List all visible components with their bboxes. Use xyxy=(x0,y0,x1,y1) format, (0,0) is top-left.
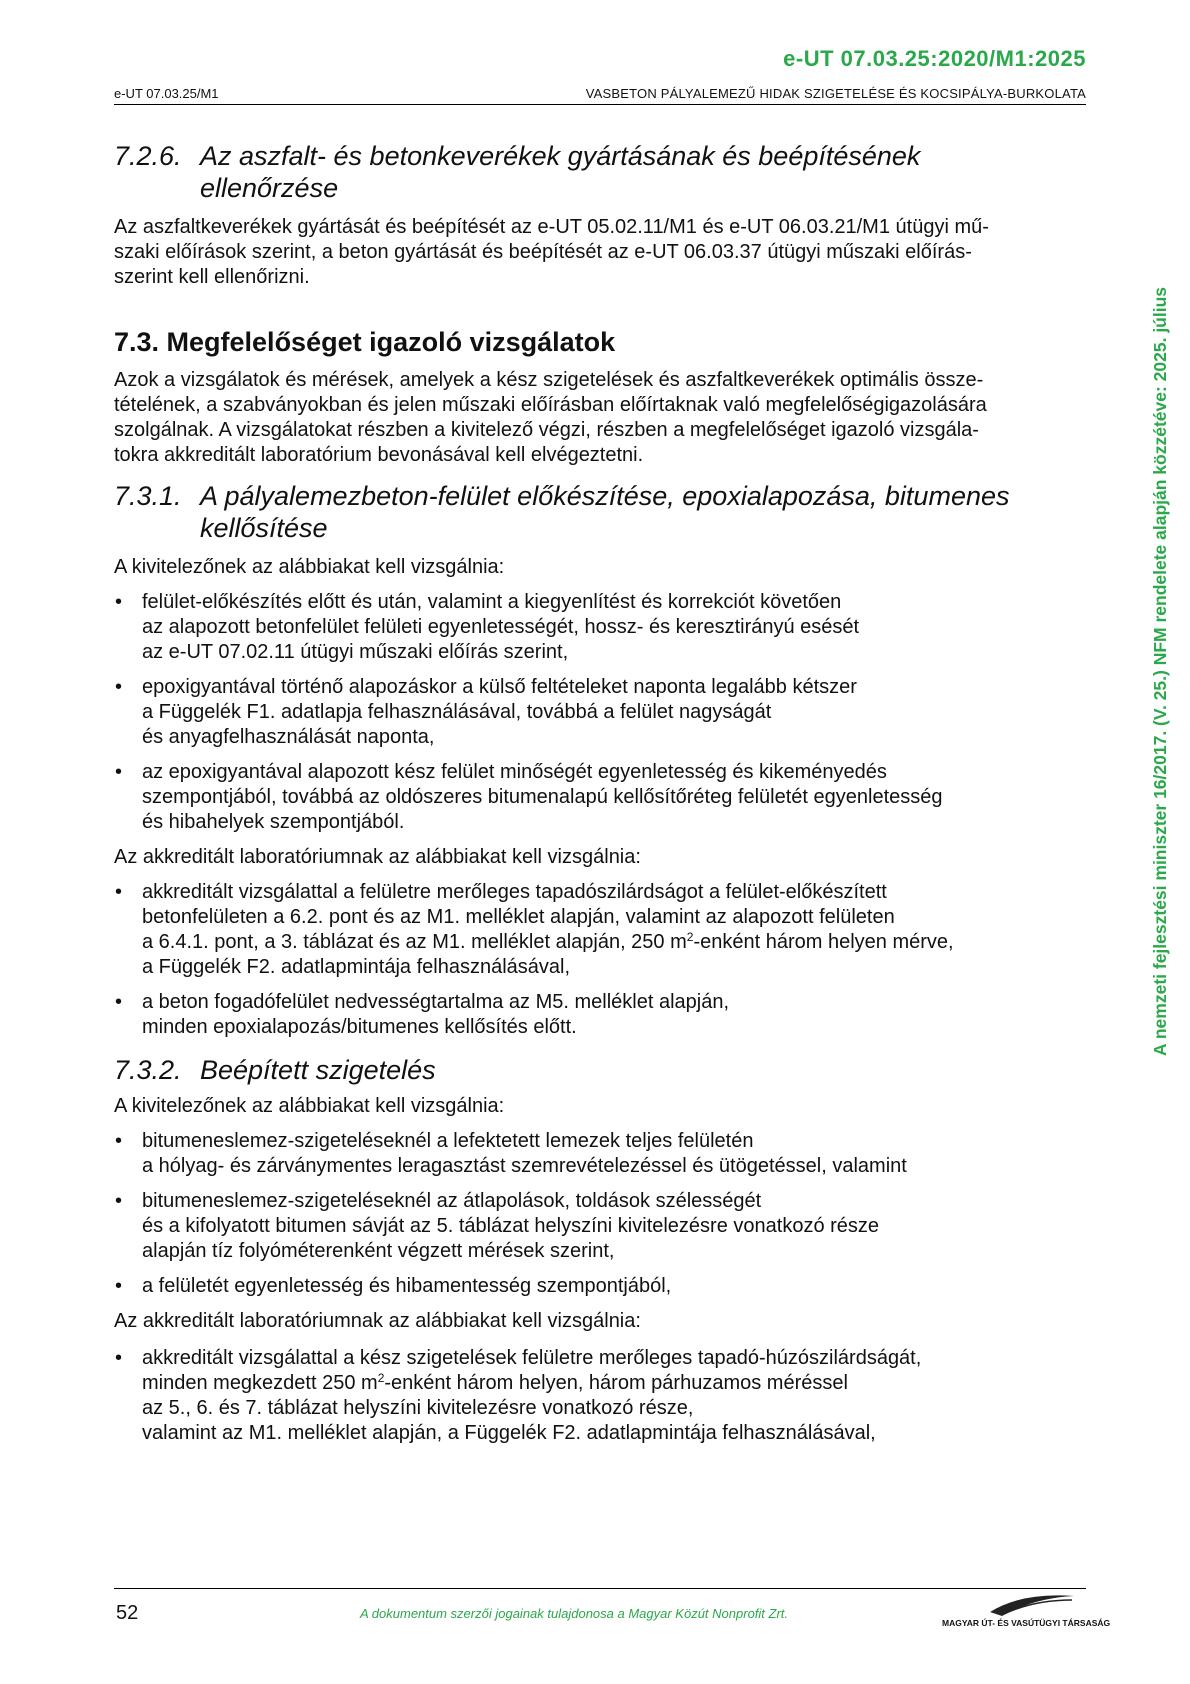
text-line: a Függelék F2. adatlapmintája felhasználásával, xyxy=(142,956,571,978)
text-line: és a kifolyatott bitumen sávját az 5. táblázat helyszíni kivitelezésre vonatkozó része xyxy=(142,1215,880,1237)
list-item xyxy=(114,1189,1086,1264)
section-title xyxy=(200,480,1086,544)
text-fragment: minden megkezdett 250 m xyxy=(142,1372,378,1394)
superscript: 2 xyxy=(686,930,694,944)
intro-contractor: A kivitelezőnek az alábbiakat kell vizsgálnia: xyxy=(114,556,505,578)
title-line: Az aszfalt- és betonkeverékek gyártásának és beépítésének xyxy=(200,141,921,171)
header-rule xyxy=(114,104,1086,105)
heading-7-3-2 xyxy=(114,1054,1086,1086)
text-fragment: a 6.4.1. pont, a 3. táblázat és az M1. melléklet alapján, 250 m xyxy=(142,931,687,953)
contractor-checks-list xyxy=(114,1129,1086,1299)
heading-7-2-6 xyxy=(114,140,1086,204)
text-line: • bitumeneslemez-szigeteléseknél a lefektetett lemezek teljes felületén xyxy=(142,1130,754,1152)
page-content xyxy=(114,140,1086,1446)
contractor-checks-list xyxy=(114,590,1086,835)
section-number: 7.3.2. xyxy=(114,1055,182,1085)
text-line: a hólyag- és zárványmentes leragasztást szemrevételezéssel és ütögetéssel, valamint xyxy=(142,1155,907,1177)
text-line: • az epoxigyantával alapozott kész felület minőségét egyenletesség és kikeményedés xyxy=(142,761,887,783)
text-line: tokra akkreditált laboratórium bevonásával kell elvégeztetni. xyxy=(114,444,644,466)
document-code: e-UT 07.03.25:2020/M1:2025 xyxy=(783,46,1086,71)
section-number: 7.3.1. xyxy=(114,481,182,511)
text-line: szolgálnak. A vizsgálatokat részben a kivitelező végzi, részben a megfelelőséget igazoló vizsgála- xyxy=(114,419,979,441)
list-item xyxy=(114,1346,1086,1446)
text-line: • felület-előkészítés előtt és után, valamint a kiegyenlítést és korrekciót követően xyxy=(142,591,842,613)
text-line: és anyagfelhasználását naponta, xyxy=(142,726,435,748)
text-line: Azok a vizsgálatok és mérések, amelyek a kész szigetelések és aszfaltkeverékek optimális össze- xyxy=(114,369,984,391)
page-number: 52 xyxy=(116,1602,139,1624)
intro-contractor: A kivitelezőnek az alábbiakat kell vizsgálnia: xyxy=(114,1095,505,1117)
section-number: 7.2.6. xyxy=(114,141,182,171)
text-fragment: -enként három helyen, három párhuzamos méréssel xyxy=(384,1372,848,1394)
heading-7-3: 7.3. Megfelelőséget igazoló vizsgálatok xyxy=(114,327,616,357)
list-item xyxy=(114,1274,1086,1299)
list-item xyxy=(114,880,1086,980)
list-item xyxy=(114,1129,1086,1179)
text-line: • bitumeneslemez-szigeteléseknél az átlapolások, toldások szélességét xyxy=(142,1190,762,1212)
intro-laboratory: Az akkreditált laboratóriumnak az alábbiakat kell vizsgálnia: xyxy=(114,846,641,868)
text-line: szerint kell ellenőrizni. xyxy=(114,266,310,288)
list-item xyxy=(114,760,1086,835)
title-line: A pályalemezbeton-felület előkészítése, epoxialapozása, bitumenes xyxy=(200,481,1010,511)
paragraph-7-2-6 xyxy=(114,215,1086,290)
text-line: az 5., 6. és 7. táblázat helyszíni kivitelezésre vonatkozó része, xyxy=(142,1397,694,1419)
paragraph-7-3 xyxy=(114,368,1086,468)
footer-rule xyxy=(114,1588,1086,1589)
text-line: • a felületét egyenletesség és hibamentesség szempontjából, xyxy=(142,1275,672,1297)
text-line: • akkreditált vizsgálattal a kész szigetelések felületre merőleges tapadó-húzószilárdságát, xyxy=(142,1347,922,1369)
section-title: Beépített szigetelés xyxy=(200,1055,436,1085)
title-line: kellősítése xyxy=(200,513,328,543)
text-line: alapján tíz folyóméterenként végzett mérések szerint, xyxy=(142,1240,615,1262)
title-line: ellenőrzése xyxy=(200,173,339,203)
list-item xyxy=(114,990,1086,1040)
intro-laboratory: Az akkreditált laboratóriumnak az alábbiakat kell vizsgálnia: xyxy=(114,1310,641,1332)
text-line: az alapozott betonfelület felületi egyenletességét, hossz- és keresztirányú esését xyxy=(142,616,860,638)
text-line: szempontjából, továbbá az oldószeres bitumenalapú kellősítőréteg felületét egyenletesség xyxy=(142,786,943,808)
text-line: • epoxigyantával történő alapozáskor a külső feltételeket naponta legalább kétszer xyxy=(142,676,857,698)
laboratory-checks-list xyxy=(114,1346,1086,1446)
copyright-notice: A dokumentum szerzői jogainak tulajdonosa a Magyar Közút Nonprofit Zrt. xyxy=(360,1606,789,1621)
text-line: • akkreditált vizsgálattal a felületre merőleges tapadószilárdságot a felület-előkészített xyxy=(142,881,887,903)
laboratory-checks-list xyxy=(114,880,1086,1040)
header-left-code: e-UT 07.03.25/M1 xyxy=(114,86,219,101)
society-logo xyxy=(942,1586,1111,1630)
text-line: minden epoxialapozás/bitumenes kellősítés előtt. xyxy=(142,1016,577,1038)
section-title xyxy=(200,140,1086,204)
text-line: betonfelületen a 6.2. pont és az M1. melléklet alapján, valamint az alapozott felületen xyxy=(142,906,895,928)
heading-7-3-1 xyxy=(114,480,1086,544)
side-publication-note: A nemzeti fejlesztési miniszter 16/2017. (V. 25.) NFM rendelete alapján közzétéve: 2025. július xyxy=(1150,286,1170,1056)
text-line xyxy=(142,930,1086,955)
text-line: Az aszfaltkeverékek gyártását és beépítését az e-UT 05.02.11/M1 és e-UT 06.03.21/M1 útügyi mű- xyxy=(114,216,989,238)
list-item xyxy=(114,675,1086,750)
text-line: az e-UT 07.02.11 útügyi műszaki előírás szerint, xyxy=(142,641,569,663)
text-line xyxy=(142,1371,1086,1396)
superscript: 2 xyxy=(377,1371,385,1385)
text-line: tételének, a szabványokban és jelen műszaki előírásban előírtaknak való megfelelőségigazolására xyxy=(114,394,987,416)
header-document-title: VASBETON PÁLYALEMEZŰ HIDAK SZIGETELÉSE ÉS KOCSIPÁLYA-BURKOLATA xyxy=(585,86,1086,101)
list-item xyxy=(114,590,1086,665)
text-line: a Függelék F1. adatlapja felhasználásával, továbbá a felület nagyságát xyxy=(142,701,772,723)
text-line: szaki előírások szerint, a beton gyártását és beépítését az e-UT 06.03.37 útügyi műszaki előírás- xyxy=(114,241,972,263)
text-line: • a beton fogadófelület nedvességtartalma az M5. melléklet alapján, xyxy=(142,991,730,1013)
text-line: és hibahelyek szempontjából. xyxy=(142,811,405,833)
text-line: valamint az M1. melléklet alapján, a Függelék F2. adatlapmintája felhasználásával, xyxy=(142,1422,876,1444)
text-fragment: -enként három helyen mérve, xyxy=(693,931,954,953)
logo-text: MAGYAR ÚT- ÉS VASÚTÜGYI TÁRSASÁG xyxy=(942,1618,1111,1628)
